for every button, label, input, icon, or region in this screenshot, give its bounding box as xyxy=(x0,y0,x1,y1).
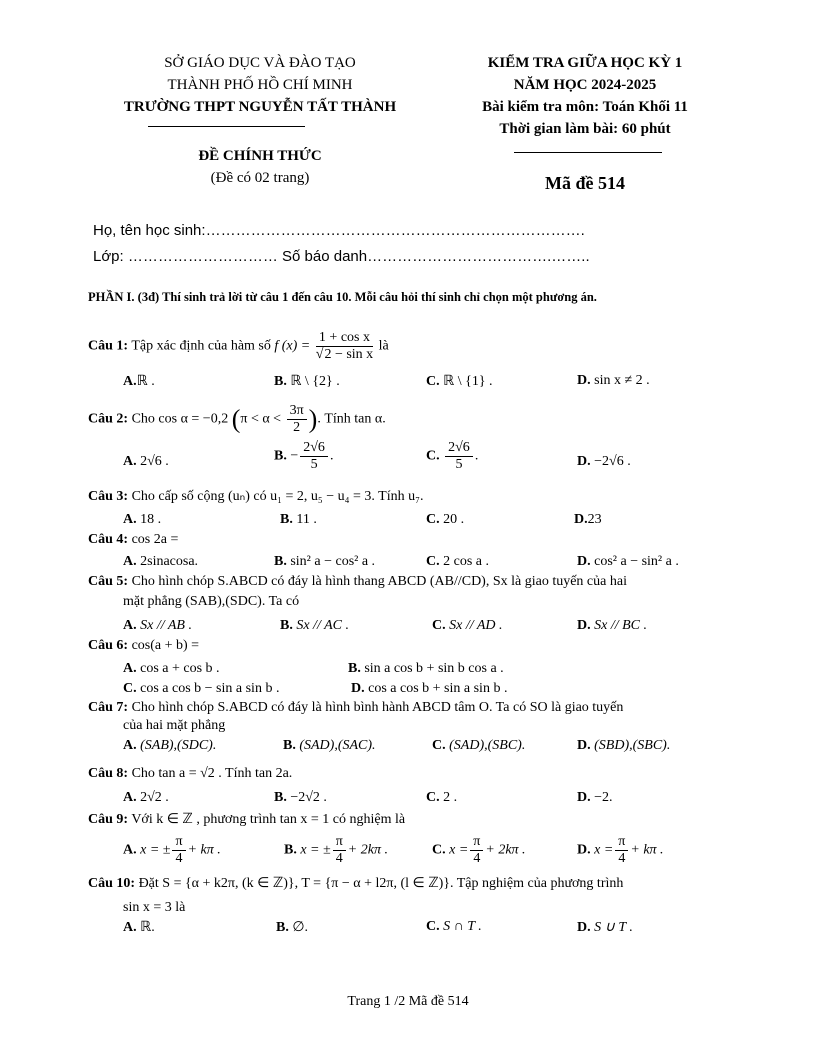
question-7: Câu 7: Cho hình chóp S.ABCD có đáy là hình bình hành ABCD tâm O. Ta có SO là giao tuyến xyxy=(88,700,624,715)
question-text: Tập xác định của hàm số xyxy=(131,338,271,354)
question-2: Câu 2: Cho cos α = −0,2 (π < α < $\frac{3\pi}{2}$ ). Tính tan α. xyxy=(88,403,386,435)
option-c[interactable]: C. Sx // AD . xyxy=(432,618,503,633)
question-1 xyxy=(88,330,389,363)
question-5-cont: mặt phẳng (SAB),(SDC). Ta có xyxy=(123,594,300,609)
option-d[interactable]: D. cos a cos b + sin a sin b . xyxy=(351,681,508,696)
question-suffix: . Tính tan α. xyxy=(317,411,386,427)
option-c[interactable]: C. $\frac{2√6}{5}$ . xyxy=(426,440,479,472)
student-class-line[interactable] xyxy=(93,248,590,265)
option-a[interactable]: A. 2sinacosa. xyxy=(123,554,199,569)
option-b[interactable]: B. −2√2 . xyxy=(274,790,327,805)
option-c[interactable]: C. S ∩ T . xyxy=(426,919,482,934)
condition: π < α < xyxy=(240,411,282,427)
option-b[interactable]: B. 11 . xyxy=(280,512,317,527)
page-footer: Trang 1 /2 Mã đề 514 xyxy=(347,994,469,1009)
option-d[interactable]: D. −2. xyxy=(577,790,613,805)
question-5: Câu 5: Cho hình chóp S.ABCD có đáy là hình thang ABCD (AB//CD), Sx là giao tuyến của hai xyxy=(88,574,627,589)
question-text: Cho cos α = −0,2 xyxy=(131,411,229,427)
option-c[interactable]: C. 2 . xyxy=(426,790,458,805)
option-a[interactable]: A. 2√6 . xyxy=(123,454,169,469)
function-expr: f (x) = xyxy=(274,338,311,354)
question-label: Câu 2: xyxy=(88,411,129,427)
page-count: (Đề có 02 trang) xyxy=(210,170,310,186)
question-7-cont: của hai mặt phẳng xyxy=(123,718,226,733)
fraction: $\frac{3\pi}{2}$ xyxy=(287,403,307,436)
option-c[interactable]: C. 20 . xyxy=(426,512,465,527)
option-c[interactable]: C. cos a cos b − sin a sin b . xyxy=(123,681,280,696)
option-a[interactable]: A. cos a + cos b . xyxy=(123,661,220,676)
question-10-cont: sin x = 3 là xyxy=(123,900,186,915)
question-9: Câu 9: Với k ∈ ℤ , phương trình tan x = 1 có nghiệm là xyxy=(88,812,406,827)
option-b[interactable]: B. x = ± $\frac{\pi}{4}$ + 2kπ . xyxy=(284,834,388,866)
header-left xyxy=(110,52,410,118)
question-8: Câu 8: Cho tan a = √2 . Tính tan 2a. xyxy=(88,766,293,781)
header-right xyxy=(440,52,730,140)
option-c[interactable]: C. ℝ \ {1} . xyxy=(426,374,493,389)
official-label: ĐỀ CHÍNH THỨC xyxy=(198,148,322,164)
subject: Bài kiểm tra môn: Toán Khối 11 xyxy=(482,99,688,115)
option-a[interactable]: A. (SAB),(SDC). xyxy=(123,738,217,753)
option-b[interactable]: B. sin² a − cos² a . xyxy=(274,554,376,569)
school-year: NĂM HỌC 2024-2025 xyxy=(513,77,657,93)
denominator: √2 − sin x xyxy=(315,347,374,362)
option-b[interactable]: B. (SAD),(SAC). xyxy=(283,738,376,753)
option-a[interactable]: A. 18 . xyxy=(123,512,162,527)
option-d[interactable]: D. S ∪ T . xyxy=(577,920,633,935)
option-c[interactable]: C. 2 cos a . xyxy=(426,554,490,569)
city-name: THÀNH PHỐ HỒ CHÍ MINH xyxy=(167,77,353,93)
option-a[interactable]: A.ℝ . xyxy=(123,374,155,389)
option-b[interactable]: B. Sx // AC . xyxy=(280,618,349,633)
option-b[interactable]: B. ℝ \ {2} . xyxy=(274,374,340,389)
school-name: TRƯỜNG THPT NGUYỄN TẤT THÀNH xyxy=(123,99,397,115)
option-a[interactable]: A. x = ± $\frac{\pi}{4}$ + kπ . xyxy=(123,834,221,866)
header-right-divider xyxy=(514,152,662,153)
option-c[interactable]: C. x = $\frac{\pi}{4}$ + 2kπ . xyxy=(432,834,526,866)
option-a[interactable]: A. Sx // AB . xyxy=(123,618,192,633)
option-b[interactable]: B. sin a cos b + sin b cos a . xyxy=(348,661,504,676)
exam-code: Mã đề 514 xyxy=(545,173,625,193)
option-d[interactable]: D. cos² a − sin² a . xyxy=(577,554,679,569)
question-10: Câu 10: Đặt S = {α + k2π, (k ∈ ℤ)}, T = {π − α + l2π, (l ∈ ℤ)}. Tập nghiệm của phương trình xyxy=(88,876,624,891)
question-suffix: là xyxy=(378,338,389,354)
exam-title: KIỂM TRA GIỮA HỌC KỲ 1 xyxy=(487,55,683,71)
question-4: Câu 4: cos 2a = xyxy=(88,532,179,547)
option-d[interactable]: D.23 xyxy=(574,512,602,527)
option-d[interactable]: D. sin x ≠ 2 . xyxy=(577,373,650,388)
question-6: Câu 6: cos(a + b) = xyxy=(88,638,200,653)
option-d[interactable]: D. −2√6 . xyxy=(577,454,631,469)
section-title: PHẦN I. (3đ) Thí sinh trả lời từ câu 1 đến câu 10. Mỗi câu hỏi thí sinh chỉ chọn một phương án. xyxy=(88,290,597,304)
numerator: 1 + cos x xyxy=(316,330,373,347)
student-id-label: Số báo danh xyxy=(277,248,368,265)
duration: Thời gian làm bài: 60 phút xyxy=(499,121,671,137)
option-b[interactable]: B. ∅. xyxy=(276,920,309,935)
option-d[interactable]: D. Sx // BC . xyxy=(577,618,648,633)
option-a[interactable]: A. ℝ. xyxy=(123,920,155,935)
fraction xyxy=(316,330,373,363)
class-label: Lớp: xyxy=(93,248,128,265)
question-label: Câu 1: xyxy=(88,338,129,354)
header-left-divider xyxy=(148,126,305,127)
question-3: Câu 3: Cho cấp số cộng (uₙ) có u₁ = 2, u₅ − u₄ = 3. Tính u₇. xyxy=(88,489,424,504)
student-id-dots: ……………………………….…….. xyxy=(367,248,590,265)
radicand: 2 − sin x xyxy=(324,347,374,362)
student-name-line[interactable]: Họ, tên học sinh:…………………………………………………………………. xyxy=(93,222,585,239)
option-d[interactable]: D. x = $\frac{\pi}{4}$ + kπ . xyxy=(577,834,664,866)
class-dots: ………………………… xyxy=(127,248,278,265)
option-b[interactable]: B. − $\frac{2√6}{5}$ . xyxy=(274,440,334,472)
dept-name: SỞ GIÁO DỤC VÀ ĐÀO TẠO xyxy=(164,55,356,71)
option-c[interactable]: C. (SAD),(SBC). xyxy=(432,738,526,753)
option-d[interactable]: D. (SBD),(SBC). xyxy=(577,738,671,753)
option-a[interactable]: A. 2√2 . xyxy=(123,790,169,805)
